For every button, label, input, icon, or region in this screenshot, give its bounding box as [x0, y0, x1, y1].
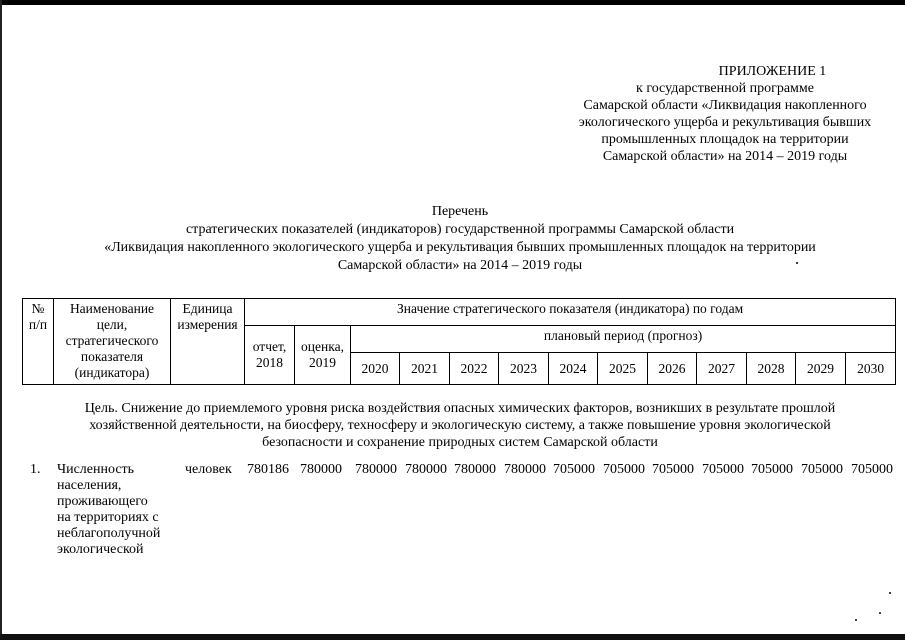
header-num: № п/п — [23, 299, 54, 385]
row-value: 705000 — [801, 462, 843, 477]
row-value: 705000 — [652, 462, 694, 477]
header-year: 2023 — [499, 353, 549, 385]
appendix-line: промышленных площадок на территории — [601, 132, 849, 147]
row-value: 705000 — [851, 462, 893, 477]
indicators-table — [22, 298, 896, 385]
row-value: 780000 — [504, 462, 546, 477]
title-line: «Ликвидация накопленного экологического ущерба и рекультивация бывших промышленных площадок на территории — [104, 240, 816, 255]
row-value: 780000 — [300, 462, 342, 477]
header-year: 2026 — [648, 353, 697, 385]
goal-line: Цель. Снижение до приемлемого уровня риска воздействия опасных химических факторов, возникших в результате прошлой — [84, 401, 836, 416]
page-bottom-border — [0, 634, 905, 640]
header-year: 2030 — [846, 353, 896, 385]
header-year: 2025 — [598, 353, 648, 385]
appendix-line: Самарской области» на 2014 – 2019 годы — [602, 149, 848, 164]
header-year: 2024 — [549, 353, 598, 385]
header-year: 2028 — [747, 353, 796, 385]
title-line: Перечень — [431, 204, 489, 219]
appendix-line: Самарской области «Ликвидация накопленного — [583, 98, 867, 113]
goal-text — [30, 400, 890, 451]
title-line: стратегических показателей (индикаторов) государственной программы Самарской области — [185, 222, 735, 237]
row-name-line: населения, — [57, 478, 122, 493]
appendix-header — [560, 63, 890, 165]
appendix-heading: ПРИЛОЖЕНИЕ 1 — [718, 64, 827, 79]
header-estimate-2019: оценка, 2019 — [295, 326, 351, 385]
row-value: 780000 — [405, 462, 447, 477]
header-year: 2022 — [450, 353, 499, 385]
header-year: 2027 — [697, 353, 747, 385]
scan-speck — [796, 262, 798, 264]
row-name-line: на территориях с — [57, 510, 159, 525]
appendix-line: к государственной программе — [636, 81, 814, 96]
header-year: 2020 — [351, 353, 400, 385]
row-name-line: экологической — [57, 542, 144, 557]
row-value: 705000 — [751, 462, 793, 477]
row-number: 1. — [30, 462, 41, 477]
document-title — [40, 203, 880, 275]
page-top-border — [0, 0, 905, 5]
row-value: 705000 — [553, 462, 595, 477]
header-values-span: Значение стратегического показателя (индикатора) по годам — [245, 299, 896, 326]
row-name-line: проживающего — [57, 494, 148, 509]
row-value: 705000 — [603, 462, 645, 477]
goal-line: хозяйственной деятельности, на биосферу, техносферу и экологическую систему, а также повышение уровня экологической — [89, 418, 831, 433]
row-value: 705000 — [702, 462, 744, 477]
page-left-edge — [0, 0, 2, 640]
row-indicator-name — [57, 462, 175, 558]
scan-speck — [879, 612, 881, 614]
row-value: 780186 — [247, 462, 289, 477]
title-line: Самарской области» на 2014 – 2019 годы — [337, 258, 583, 273]
scan-speck — [889, 592, 891, 594]
goal-line: безопасности и сохранение природных систем Самарской области — [262, 435, 658, 450]
row-name-line: Численность — [57, 462, 135, 477]
header-year: 2021 — [400, 353, 450, 385]
header-name: Наименование цели, стратегического показателя (индикатора) — [54, 299, 171, 385]
header-unit: Единица измерения — [171, 299, 245, 385]
header-year: 2029 — [796, 353, 846, 385]
scan-speck — [855, 619, 857, 621]
row-value: 780000 — [355, 462, 397, 477]
row-name-line: неблагополучной — [57, 526, 161, 541]
row-unit: человек — [185, 462, 232, 477]
header-report-2018: отчет, 2018 — [245, 326, 295, 385]
row-value: 780000 — [454, 462, 496, 477]
appendix-line: экологического ущерба и рекультивация бывших — [578, 115, 872, 130]
header-plan-span: плановый период (прогноз) — [351, 326, 896, 353]
